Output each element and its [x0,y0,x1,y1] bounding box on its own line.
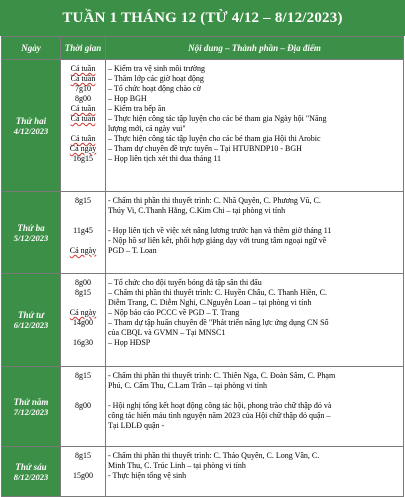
day-name: Thứ năm [13,396,49,407]
table-row [2,274,404,367]
content-line: công tác hiến máu tình nguyện năm 2023 của Hội chữ thập đỏ quận – [108,411,331,420]
time-entry: 8g15 [75,288,91,297]
time-entry: 8g15 [75,196,91,205]
day-name: Thứ hai [15,115,47,126]
content-line: - Họp liên tịch về việc xét nâng lương trước hạn và thêm giờ tháng 11 [108,226,332,235]
table-row [2,447,404,497]
content-line: - Chấm thi phần thi thuyết trình: C. Nhã Quyên, C. Phương Vũ, C. [108,196,321,205]
time-entry: 8g15 [75,371,91,380]
time-entry: Cả ngày [69,308,97,317]
content-line: Thúy Vi, C.Thanh Hằng, C.Kim Chi – tại phòng vi tính [108,206,286,215]
time-entry [61,411,105,421]
content-line: Diễm Trang, C. Diễm Nghi, C.Nguyễn Loan – tại phòng vi tính [108,298,312,307]
table-row [2,367,404,447]
header-content: Nội dung – Thành phần – Địa điểm [106,37,404,60]
time-entry [61,298,105,308]
time-entry: Cả tuần [70,114,96,123]
content-line: – Tham dự tập huấn chuyên đề "Phát triển năng lực ứng dụng CN Số [108,318,329,327]
time-entry: 8g00 [75,94,91,103]
content-line: lượng mới, cả ngày vui" [108,124,186,133]
time-entry: Cả tuần [70,104,96,113]
day-cell [2,192,61,274]
day-date: 5/12/2023 [13,232,49,243]
content-line: – Tham dự chuyên đề trực tuyến – Tại HTUBNDP10 - BGH [108,144,302,153]
time-entry [61,236,105,246]
day-cell [2,367,61,447]
time-entry [61,124,105,134]
time-entry [61,461,105,471]
time-entry: Cả tuần [70,64,96,73]
content-line: – Họp liên tịch xét thi đua tháng 11 [108,154,222,163]
time-entry: Cả tuần [70,74,96,83]
time-entry: 8g00 [75,278,91,287]
content-line: - Chấm thi phần thi thuyết trình: C. Thảo Quyên, C. Long Vân, C. [108,451,320,460]
time-entry [61,256,105,266]
content-line: PGD – T. Loan [108,246,157,255]
day-name: Thứ tư [17,310,45,320]
table-header-row [2,37,404,60]
content-cell [106,192,404,274]
time-entry [61,206,105,216]
content-line [108,391,403,401]
time-entry: 14g00 [73,318,93,327]
day-name: Thứ sáu [15,461,47,472]
content-line: Tại LĐLĐ quận - [108,421,165,430]
time-cell [61,274,106,367]
day-name: Thứ ba [17,222,45,233]
content-line: - Nộp hồ sơ liên kết, phối hợp giảng dạy với trung tâm ngoại ngữ về [108,236,327,245]
content-line: - Hội nghị tổng kết hoạt động công tác hội, phong trào chữ thập đỏ và [108,401,332,410]
day-date: 8/12/2023 [13,471,49,482]
content-line: – Thăm lớp các giờ hoạt động [108,74,204,83]
time-entry: 15g00 [73,471,93,480]
time-cell [61,192,106,274]
time-entry: Cả tuần [70,134,96,143]
schedule-table [1,36,404,497]
content-line: – Tổ chức hoạt động chào cờ [108,84,201,93]
time-entry: 16g15 [73,154,93,163]
schedule-title: TUẦN 1 THÁNG 12 (TỪ 4/12 – 8/12/2023) [0,0,405,36]
content-cell [106,447,404,497]
time-entry: Cả ngày [69,144,97,153]
time-entry: 7g10 [75,84,91,93]
content-line: – Kiểm tra vệ sinh môi trường [108,64,205,73]
time-entry: 8g00 [75,401,91,410]
time-entry: Cả ngày [69,246,97,255]
header-day: Ngày [2,37,61,60]
content-line: – Thực hiện công tác tập luyện cho các bé tham gia Ngày hội "Năng [108,114,327,123]
time-entry [61,421,105,431]
content-cell [106,367,404,447]
content-line: Minh Thu, C. Trúc Linh – tại phòng vi tính [108,461,246,470]
content-line: – Thực hiện công tác tập luyện cho các bé tham gia Hội thi Arobic [108,134,321,143]
content-line: – Chấm thi phần thi thuyết trình: C. Huyền Châu, C. Thanh Hiền, C. [108,288,327,297]
content-line: Phú, C. Cẩm Thu, C.Lam Trân – tại phòng vi tính [108,381,267,390]
day-cell [2,447,61,497]
time-entry [61,391,105,401]
content-line: – Nộp báo cáo PCCC về PGD – T. Trang [108,308,240,317]
content-line: – Kiểm tra bếp ăn [108,104,166,113]
time-entry [61,216,105,226]
day-cell [2,274,61,367]
content-cell [106,274,404,367]
time-entry: 8g15 [75,451,91,460]
table-row [2,192,404,274]
content-line: - Chấm thi phần thi thuyết trình: C. Thiên Nga, C. Đoàn Sâm, C. Phạm [108,371,336,380]
time-cell [61,60,106,192]
time-entry [61,328,105,338]
time-cell [61,367,106,447]
content-line: của CBQL và GVMN – Tại MNSC1 [108,328,226,337]
time-cell [61,447,106,497]
content-line: – Tổ chức cho đội tuyển bóng đá tập sân thi đấu [108,278,262,287]
day-date: 6/12/2023 [13,320,49,330]
content-line: – Họp HĐSP [108,338,151,347]
day-date: 4/12/2023 [13,125,49,136]
day-date: 7/12/2023 [13,406,49,417]
content-line: - Thực hiện tổng vệ sinh [108,471,187,480]
content-cell [106,60,404,192]
time-entry [61,381,105,391]
header-time: Thời gian [61,37,106,60]
day-cell [2,60,61,192]
table-row [2,60,404,192]
time-entry: 11g45 [73,226,93,235]
content-line [108,216,403,226]
time-entry: 16g30 [73,338,93,347]
content-line: – Họp BGH [108,94,147,103]
content-line [108,256,403,266]
